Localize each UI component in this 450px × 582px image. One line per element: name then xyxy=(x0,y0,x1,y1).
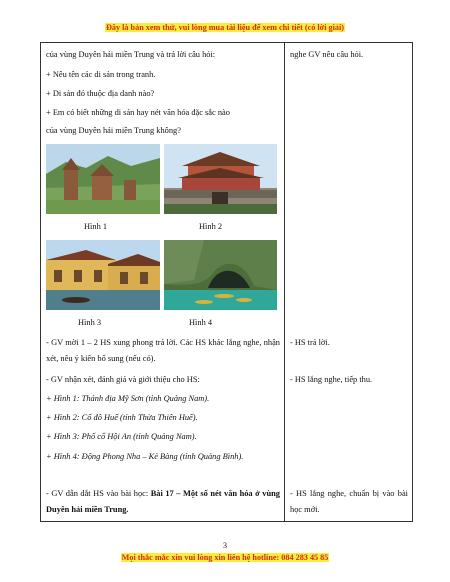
question-2: + Di sản đó thuộc địa danh nào? xyxy=(46,89,155,98)
caption-image-4: Hình 4 xyxy=(189,318,213,327)
heritage-1-text: + Hình 1: Thánh địa Mỹ Sơn (tỉnh Quảng Nam). xyxy=(46,394,210,403)
intro-text: của vùng Duyên hải miền Trung và trả lời câu hỏi: xyxy=(46,50,216,59)
student-listen-receive: - HS lắng nghe, tiếp thu. xyxy=(290,375,373,384)
my-son-image xyxy=(46,144,160,214)
caption-image-2: Hình 2 xyxy=(199,222,223,231)
lesson-intro-text: - GV dẫn dắt HS vào bài học: Bài 17 – Một số nét văn hóa ở vùng Duyên hải miền Trung. xyxy=(46,489,280,514)
caption-image-1: Hình 1 xyxy=(84,222,108,231)
caption-image-3: Hình 3 xyxy=(78,318,102,327)
page-number: 3 xyxy=(223,541,227,550)
student-prepare-lesson: - HS lắng nghe, chuẩn bị vào bài học mới. xyxy=(290,489,408,514)
teacher-activity-column xyxy=(41,43,285,522)
teacher-invite-text: - GV mời 1 – 2 HS xung phong trả lời. Các HS khác lắng nghe, nhận xét, nêu ý kiến bổ sung (nếu có). xyxy=(46,338,280,363)
question-1: + Nêu tên các di sản trong tranh. xyxy=(46,70,156,79)
hue-citadel-image xyxy=(164,144,277,214)
student-activity-column xyxy=(285,43,413,522)
question-3-line-1: + Em có biết những di sản hay nét văn hóa đặc sắc nào xyxy=(46,108,230,117)
heritage-2-text: + Hình 2: Cố đô Huế (tỉnh Thừa Thiên Huế). xyxy=(46,413,198,422)
lesson-table xyxy=(40,42,413,522)
question-3-line-2: của vùng Duyên hải miền Trung không? xyxy=(46,126,181,135)
teacher-evaluate-text: - GV nhận xét, đánh giá và giới thiệu cho HS: xyxy=(46,375,200,384)
student-answer: - HS trả lời. xyxy=(290,338,330,347)
phong-nha-image xyxy=(164,240,277,310)
heritage-3-text: + Hình 3: Phố cổ Hội An (tỉnh Quảng Nam). xyxy=(46,432,197,441)
heritage-4-text: + Hình 4: Động Phong Nha – Kẻ Bàng (tỉnh Quảng Bình). xyxy=(46,452,244,461)
hotline-banner: Mọi thắc mắc xin vui lòng xin liên hệ hotline: 084 283 45 85 xyxy=(121,553,329,562)
hoi-an-image xyxy=(46,240,160,310)
student-listen-question: nghe GV nêu câu hỏi. xyxy=(290,50,364,59)
preview-banner: Đây là bản xem thử, vui lòng mua tài liệu để xem chi tiết (có lời giải) xyxy=(105,23,344,32)
lesson-title: Bài 17 – Một số nét văn hóa ở vùng Duyên hải miền Trung. xyxy=(46,489,280,514)
